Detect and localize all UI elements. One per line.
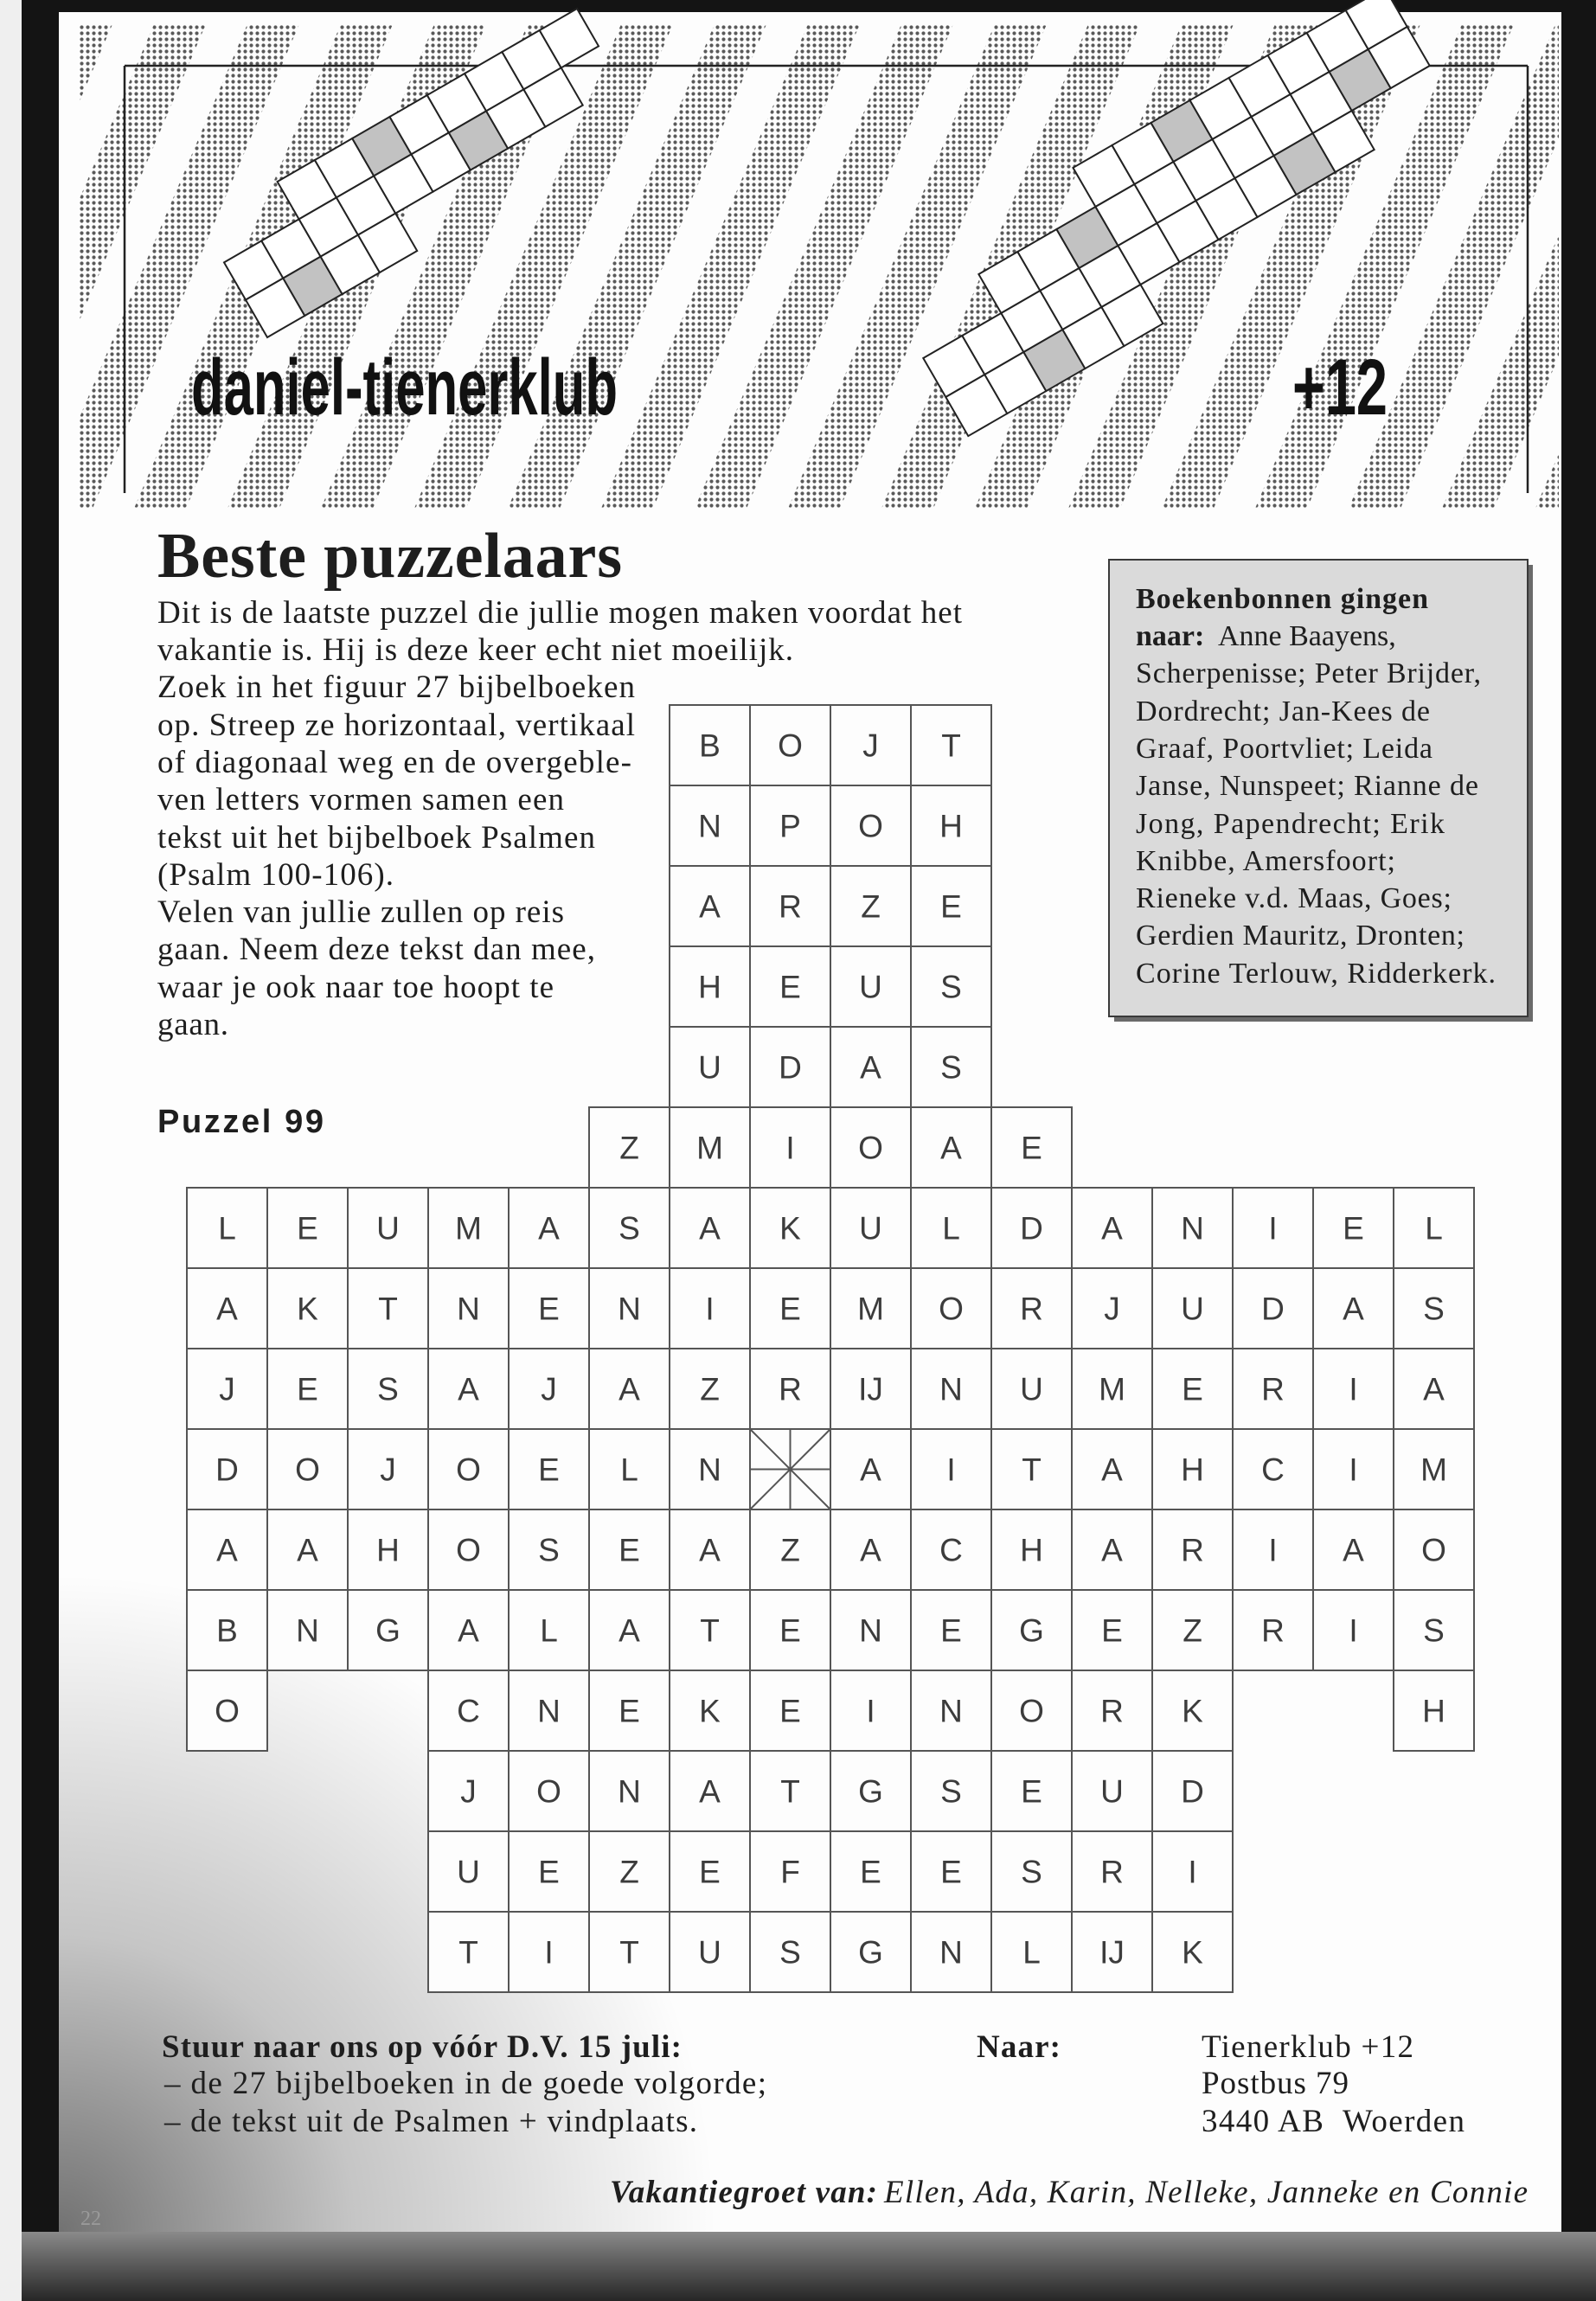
age-group-badge: +12 xyxy=(1292,343,1388,432)
send-title: Stuur naar ons op vóór D.V. 15 juli: xyxy=(162,2029,682,2065)
grid-letter: M xyxy=(857,1291,884,1327)
grid-letter: A xyxy=(1101,1452,1123,1488)
address-line: 3440 AB Woerden xyxy=(1202,2104,1465,2139)
grid-letter: A xyxy=(538,1210,560,1247)
grid-letter: R xyxy=(1100,1693,1124,1729)
grid-letter: A xyxy=(216,1532,238,1568)
winners-line: Knibbe, Amersfoort; xyxy=(1136,845,1395,877)
grid-letter: A xyxy=(699,1773,721,1810)
grid-letter: O xyxy=(456,1532,481,1568)
winners-line: Gerdien Mauritz, Dronten; xyxy=(1136,920,1465,952)
grid-letter: E xyxy=(619,1693,640,1729)
grid-letter: O xyxy=(1421,1532,1446,1568)
grid-letter: O xyxy=(858,808,883,844)
grid-letter: D xyxy=(1261,1291,1285,1327)
winners-line xyxy=(1136,620,1396,652)
grid-letter: I xyxy=(1268,1210,1278,1247)
grid-letter: C xyxy=(939,1532,963,1568)
grid-letter: C xyxy=(457,1693,480,1729)
grid-letter: H xyxy=(376,1532,400,1568)
winners-heading-cont: naar: xyxy=(1136,620,1205,652)
grid-letter: N xyxy=(1181,1210,1204,1247)
grid-letter: P xyxy=(779,808,801,844)
grid-letter: R xyxy=(1020,1291,1043,1327)
grid-letter: N xyxy=(698,808,721,844)
grid-letter: A xyxy=(699,888,721,925)
grid-letter: A xyxy=(860,1532,881,1568)
scan-edge-bottom xyxy=(22,2232,1596,2301)
grid-letter: M xyxy=(455,1210,482,1247)
grid-letter: O xyxy=(778,727,803,764)
intro-line: Velen van jullie zullen op reis xyxy=(157,894,564,930)
grid-letter: G xyxy=(858,1934,883,1971)
grid-letter: IJ xyxy=(1099,1934,1125,1971)
address-line: Postbus 79 xyxy=(1202,2066,1349,2101)
grid-letter: N xyxy=(457,1291,480,1327)
grid-letter: E xyxy=(779,969,801,1005)
grid-letter: A xyxy=(216,1291,238,1327)
grid-letter: A xyxy=(1343,1291,1364,1327)
puzzle-label: Puzzel 99 xyxy=(157,1104,324,1140)
greeting-label: Vakantiegroet van: xyxy=(610,2175,877,2210)
grid-letter: H xyxy=(698,969,721,1005)
grid-letter: O xyxy=(215,1693,240,1729)
grid-letter: B xyxy=(699,727,721,764)
winners-line: Corine Terlouw, Ridderkerk. xyxy=(1136,958,1496,990)
grid-letter: D xyxy=(779,1049,802,1086)
grid-letter: K xyxy=(699,1693,721,1729)
grid-letter: M xyxy=(1420,1452,1447,1488)
grid-letter: J xyxy=(460,1773,477,1810)
grid-letter: A xyxy=(1343,1532,1364,1568)
send-to-label: Naar: xyxy=(977,2029,1061,2065)
grid-letter: A xyxy=(619,1371,640,1407)
grid-letter: G xyxy=(1019,1612,1044,1649)
grid-letter: J xyxy=(541,1371,557,1407)
grid-letter: T xyxy=(700,1612,720,1649)
grid-letter: N xyxy=(537,1693,561,1729)
grid-letter: I xyxy=(1349,1452,1358,1488)
grid-letter: B xyxy=(216,1612,238,1649)
grid-letter: O xyxy=(939,1291,964,1327)
grid-letter: D xyxy=(1020,1210,1043,1247)
grid-letter: E xyxy=(1021,1773,1042,1810)
grid-letter: E xyxy=(297,1210,318,1247)
grid-star-mark xyxy=(750,1429,830,1509)
grid-letter: I xyxy=(544,1934,554,1971)
grid-letter: M xyxy=(1099,1371,1125,1407)
grid-letter: U xyxy=(859,969,882,1005)
grid-letter: T xyxy=(1022,1452,1042,1488)
greeting-names: Ellen, Ada, Karin, Nelleke, Janneke en Connie xyxy=(884,2175,1528,2210)
grid-letter: S xyxy=(1423,1291,1445,1327)
page-title: Beste puzzelaars xyxy=(157,521,622,592)
grid-letter: IJ xyxy=(858,1371,883,1407)
grid-letter: Z xyxy=(619,1854,639,1890)
grid-letter: K xyxy=(1182,1693,1203,1729)
grid-letter: A xyxy=(860,1452,881,1488)
grid-letter: A xyxy=(297,1532,318,1568)
grid-letter: U xyxy=(859,1210,882,1247)
grid-letter: O xyxy=(1019,1693,1044,1729)
grid-letter: D xyxy=(1181,1773,1204,1810)
grid-letter: A xyxy=(619,1612,640,1649)
scan-edge-left xyxy=(22,0,59,2301)
grid-letter: S xyxy=(1423,1612,1445,1649)
grid-letter: O xyxy=(536,1773,561,1810)
grid-letter: L xyxy=(942,1210,960,1247)
grid-letter: U xyxy=(457,1854,480,1890)
grid-letter: R xyxy=(1261,1371,1285,1407)
grid-letter: J xyxy=(862,727,879,764)
grid-letter: N xyxy=(859,1612,882,1649)
address-line: Tienerklub +12 xyxy=(1202,2029,1413,2065)
winners-line: Graaf, Poortvliet; Leida xyxy=(1136,733,1433,765)
grid-letter: A xyxy=(1101,1210,1123,1247)
grid-letter: N xyxy=(939,1693,963,1729)
grid-letter: E xyxy=(619,1532,640,1568)
grid-letter: M xyxy=(696,1130,723,1166)
grid-letter: E xyxy=(940,1854,962,1890)
intro-line: gaan. xyxy=(157,1007,228,1042)
winners-line: Dordrecht; Jan-Kees de xyxy=(1136,695,1430,727)
grid-letter: E xyxy=(779,1693,801,1729)
scan-edge-right xyxy=(1561,0,1596,2301)
grid-letter: Z xyxy=(1183,1612,1202,1649)
grid-letter: A xyxy=(1101,1532,1123,1568)
grid-letter: T xyxy=(378,1291,398,1327)
grid-letter: E xyxy=(538,1452,560,1488)
grid-letter: R xyxy=(1261,1612,1285,1649)
intro-line: tekst uit het bijbelboek Psalmen xyxy=(157,820,595,856)
grid-letter: I xyxy=(1268,1532,1278,1568)
grid-letter: C xyxy=(1261,1452,1285,1488)
grid-letter: T xyxy=(941,727,961,764)
grid-letter: U xyxy=(1020,1371,1043,1407)
grid-letter: Z xyxy=(619,1130,639,1166)
grid-letter: A xyxy=(860,1049,881,1086)
grid-letter: S xyxy=(538,1532,560,1568)
grid-letter: N xyxy=(698,1452,721,1488)
send-item: – de tekst uit de Psalmen + vindplaats. xyxy=(164,2104,697,2139)
grid-letter: F xyxy=(780,1854,800,1890)
grid-letter: K xyxy=(779,1210,801,1247)
grid-letter: H xyxy=(1422,1693,1445,1729)
grid-letter: E xyxy=(538,1854,560,1890)
grid-letter: Z xyxy=(700,1371,720,1407)
grid-letter: E xyxy=(940,888,962,925)
grid-letter: J xyxy=(1104,1291,1120,1327)
grid-letter: O xyxy=(295,1452,320,1488)
grid-letter: I xyxy=(866,1693,875,1729)
intro-line: ven letters vormen samen een xyxy=(157,782,564,817)
grid-letter: E xyxy=(699,1854,721,1890)
grid-letter: S xyxy=(619,1210,640,1247)
grid-letter: U xyxy=(1100,1773,1124,1810)
grid-letter: H xyxy=(1181,1452,1204,1488)
page-number: 22 xyxy=(80,2208,101,2230)
grid-letter: T xyxy=(780,1773,800,1810)
intro-line: waar je ook naar toe hoopt te xyxy=(157,970,554,1005)
grid-letter: H xyxy=(1020,1532,1043,1568)
grid-letter: R xyxy=(779,1371,802,1407)
grid-letter: R xyxy=(779,888,802,925)
grid-letter: A xyxy=(458,1612,479,1649)
grid-letter: E xyxy=(1343,1210,1364,1247)
intro-line: gaan. Neem deze tekst dan mee, xyxy=(157,932,595,967)
grid-letter: N xyxy=(618,1291,641,1327)
grid-letter: R xyxy=(1100,1854,1124,1890)
grid-letter: U xyxy=(376,1210,400,1247)
intro-line: vakantie is. Hij is deze keer echt niet moeilijk. xyxy=(157,632,793,668)
grid-letter: E xyxy=(538,1291,560,1327)
grid-letter: J xyxy=(219,1371,235,1407)
winners-line: Janse, Nunspeet; Rianne de xyxy=(1136,770,1478,802)
grid-letter: L xyxy=(540,1612,558,1649)
grid-letter: G xyxy=(858,1773,883,1810)
grid-letter: E xyxy=(779,1291,801,1327)
intro-line: Dit is de laatste puzzel die jullie mogen maken voordat het xyxy=(157,595,962,631)
club-name: daniel-tienerklub xyxy=(191,343,618,432)
grid-letter: Z xyxy=(780,1532,800,1568)
grid-letter: E xyxy=(779,1612,801,1649)
grid-letter: N xyxy=(939,1934,963,1971)
intro-line: of diagonaal weg en de overgeble- xyxy=(157,745,631,780)
grid-letter: E xyxy=(860,1854,881,1890)
winners-box xyxy=(1109,560,1533,1022)
intro-line: (Psalm 100-106). xyxy=(157,857,394,893)
grid-letter: I xyxy=(1349,1612,1358,1649)
grid-letter: G xyxy=(375,1612,401,1649)
grid-letter: Z xyxy=(861,888,881,925)
grid-letter: I xyxy=(785,1130,795,1166)
intro-line: op. Streep ze horizontaal, vertikaal xyxy=(157,708,635,743)
grid-letter: L xyxy=(1425,1210,1443,1247)
winners-first-name: Anne Baayens, xyxy=(1217,620,1396,652)
grid-letter: A xyxy=(699,1210,721,1247)
intro-line: Zoek in het figuur 27 bijbelboeken xyxy=(157,670,635,705)
winners-line: Scherpenisse; Peter Brijder, xyxy=(1136,657,1481,689)
grid-letter: H xyxy=(939,808,963,844)
grid-letter: U xyxy=(1181,1291,1204,1327)
grid-letter: E xyxy=(940,1612,962,1649)
grid-letter: N xyxy=(618,1773,641,1810)
grid-letter: A xyxy=(940,1130,962,1166)
grid-letter: L xyxy=(620,1452,638,1488)
grid-letter: R xyxy=(1181,1532,1204,1568)
grid-letter: S xyxy=(779,1934,801,1971)
grid-letter: S xyxy=(940,1773,962,1810)
grid-letter: I xyxy=(946,1452,956,1488)
grid-letter: K xyxy=(297,1291,318,1327)
grid-letter: S xyxy=(1021,1854,1042,1890)
grid-letter: U xyxy=(698,1049,721,1086)
send-item: – de 27 bijbelboeken in de goede volgorde; xyxy=(164,2066,766,2101)
grid-letter: A xyxy=(458,1371,479,1407)
grid-letter: E xyxy=(1182,1371,1203,1407)
grid-letter: L xyxy=(1022,1934,1041,1971)
grid-letter: O xyxy=(456,1452,481,1488)
grid-letter: I xyxy=(1349,1371,1358,1407)
grid-letter: K xyxy=(1182,1934,1203,1971)
grid-letter: N xyxy=(939,1371,963,1407)
grid-letter: L xyxy=(218,1210,236,1247)
grid-letter: A xyxy=(699,1532,721,1568)
grid-letter: S xyxy=(377,1371,399,1407)
grid-letter: S xyxy=(940,969,962,1005)
grid-letter: S xyxy=(940,1049,962,1086)
grid-letter: T xyxy=(619,1934,639,1971)
winners-line: Rieneke v.d. Maas, Goes; xyxy=(1136,882,1452,914)
winners-heading: Boekenbonnen gingen xyxy=(1136,583,1428,615)
grid-letter: A xyxy=(1423,1371,1445,1407)
grid-letter: J xyxy=(380,1452,396,1488)
grid-letter: E xyxy=(1021,1130,1042,1166)
grid-letter: I xyxy=(1188,1854,1197,1890)
grid-letter: E xyxy=(297,1371,318,1407)
grid-letter: T xyxy=(458,1934,478,1971)
grid-letter: I xyxy=(705,1291,715,1327)
grid-letter: E xyxy=(1101,1612,1123,1649)
grid-letter: D xyxy=(215,1452,239,1488)
grid-letter: U xyxy=(698,1934,721,1971)
scan-edge-outer-left xyxy=(0,0,22,2301)
winners-line: Jong, Papendrecht; Erik xyxy=(1136,808,1445,840)
grid-letter: O xyxy=(858,1130,883,1166)
grid-letter: N xyxy=(296,1612,319,1649)
